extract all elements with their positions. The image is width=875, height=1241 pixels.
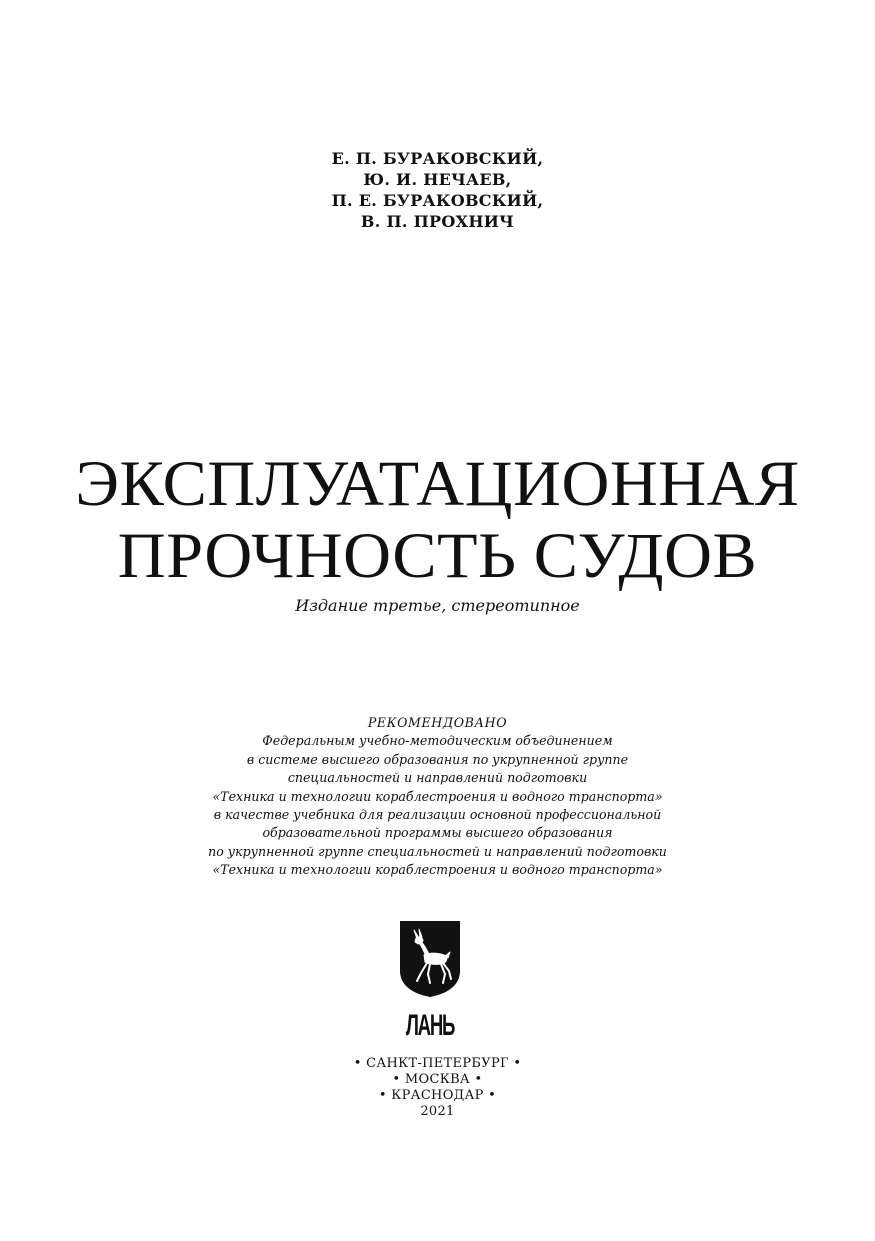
recommendation-line: по укрупненной группе специальностей и направлений подготовки <box>208 843 667 859</box>
book-title <box>0 448 875 592</box>
author-name: Е. П. БУРАКОВСКИЙ, <box>331 149 544 168</box>
title-line-2: ПРОЧНОСТЬ СУДОВ <box>117 520 758 592</box>
recommendation-line: специальностей и направлений подготовки <box>287 770 588 786</box>
publication-year: 2021 <box>420 1104 455 1119</box>
recommendation-line: в качестве учебника для реализации основной профессиональной <box>213 807 662 823</box>
recommendation-line: «Техника и технологии кораблестроения и водного транспорта» <box>212 788 663 804</box>
cities-block <box>0 1056 875 1120</box>
recommendation-line: образовательной программы высшего образования <box>262 825 613 841</box>
publisher-logo-text: ЛАНЬ <box>405 1008 455 1037</box>
authors-block <box>0 148 875 232</box>
publisher-logo <box>399 921 461 1037</box>
author-name: Ю. И. НЕЧАЕВ, <box>363 170 512 189</box>
recommendation-line: «Техника и технологии кораблестроения и водного транспорта» <box>212 862 663 878</box>
recommendation-block <box>0 714 875 880</box>
city-name: • КРАСНОДАР • <box>378 1088 497 1103</box>
edition-note: Издание третье, стереотипное <box>295 596 580 615</box>
recommendation-line: в системе высшего образования по укрупненной группе <box>246 751 629 767</box>
author-name: П. Е. БУРАКОВСКИЙ, <box>331 191 544 210</box>
author-name: В. П. ПРОХНИЧ <box>360 212 515 231</box>
title-line-1: ЭКСПЛУАТАЦИОННАЯ <box>75 448 800 520</box>
recommendation-line: Федеральным учебно-методическим объединением <box>262 733 613 749</box>
city-name: • САНКТ-ПЕТЕРБУРГ • <box>353 1056 522 1071</box>
doe-publisher-logo-icon <box>399 921 461 1037</box>
city-name: • МОСКВА • <box>392 1072 483 1087</box>
recommendation-heading: РЕКОМЕНДОВАНО <box>367 715 508 730</box>
